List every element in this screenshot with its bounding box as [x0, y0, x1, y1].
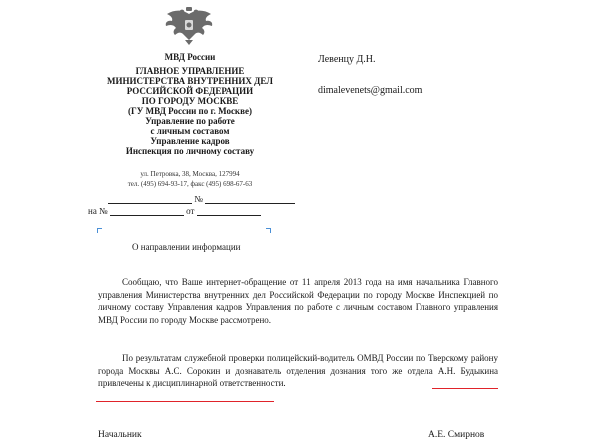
recipient-email: dimalevenets@gmail.com — [318, 85, 423, 96]
reg-from-blank — [197, 206, 261, 216]
body-paragraph-2-text: По результатам служебной проверки полицейский-водитель ОМВД России по Тверскому району города Москвы А.С. Сорокин и дознаватель отделения дознания того же отдела А.Н. Будыкина привлечены к дисциплинарной ответственности. — [98, 353, 498, 389]
letterhead-line: РОССИЙСКОЙ ФЕДЕРАЦИИ — [126, 86, 254, 96]
letterhead-lines — [60, 66, 320, 156]
body-paragraph-2 — [98, 352, 498, 390]
subject-line: О направлении информации — [132, 242, 241, 252]
letterhead-line: Управление по работе — [145, 116, 235, 126]
reg-date-blank — [108, 194, 192, 204]
address-line: ул. Петровка, 38, Москва, 127994 — [140, 170, 240, 178]
phone-line: тел. (495) 694-93-17, факс (495) 698-67-63 — [127, 180, 253, 188]
letterhead-line: ПО ГОРОДУ МОСКВЕ — [141, 96, 239, 106]
body-paragraph-1-text: Сообщаю, что Ваше интернет-обращение от 11 апреля 2013 года на имя начальника Главного управления Министерства внутренних дел Российской Федерации по городу Москве Инспекцией по личному составу Управления кадров Управления по работе с личным составом Главного управления МВД России по городу Москве рассмотрено. — [98, 277, 498, 325]
highlight-underline — [96, 401, 274, 402]
reg-number-row — [108, 194, 295, 204]
reg-number-label: № — [194, 194, 203, 204]
letterhead-line: Управление кадров — [150, 136, 230, 146]
reg-ref-blank — [110, 206, 184, 216]
reg-ref-label: на № — [88, 206, 108, 216]
letterhead-line: МИНИСТЕРСТВА ВНУТРЕННИХ ДЕЛ — [107, 76, 273, 86]
highlight-underline — [432, 388, 498, 389]
signature-title: Начальник — [98, 430, 142, 440]
body-paragraph-1 — [98, 276, 498, 326]
letterhead-line: с личным составом — [150, 126, 230, 136]
corner-mark-icon — [266, 228, 271, 233]
letterhead-line: ГЛАВНОЕ УПРАВЛЕНИЕ — [135, 66, 245, 76]
agency-short-name: МВД России — [164, 52, 216, 62]
reg-from-label: от — [186, 206, 195, 216]
signature-name: А.Е. Смирнов — [428, 430, 485, 440]
reg-number-blank — [205, 194, 295, 204]
letterhead-line: Инспекция по личному составу — [125, 146, 255, 156]
eagle-emblem-icon — [163, 6, 215, 46]
reg-ref-row — [88, 206, 261, 216]
recipient-name: Левенцу Д.Н. — [318, 54, 376, 65]
corner-mark-icon — [97, 228, 102, 233]
letterhead-line: (ГУ МВД России по г. Москве) — [128, 106, 252, 116]
